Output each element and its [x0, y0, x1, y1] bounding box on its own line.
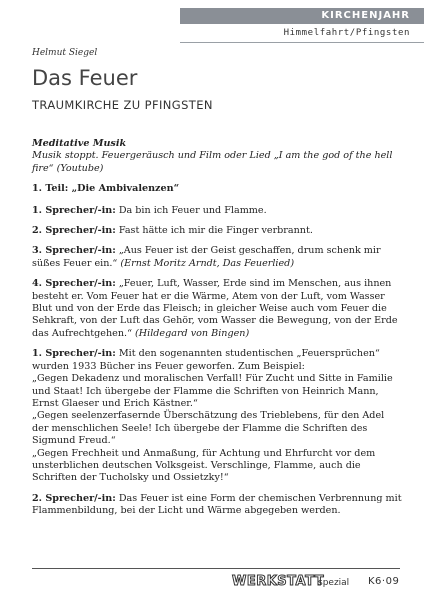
- speaker-label: 2. Sprecher/-in:: [32, 492, 116, 504]
- speaker-source: (Hildegard von Bingen): [135, 327, 250, 339]
- page-footer: [0, 566, 424, 600]
- page-title: Das Feuer: [32, 66, 138, 90]
- speaker-line: [32, 245, 402, 270]
- speaker-text: „Aus Feuer ist der Geist geschaffen, drum schenk mir süßes Feuer ein.“: [32, 245, 381, 269]
- speaker-label: 2. Sprecher/-in:: [32, 225, 116, 237]
- section-label: KIRCHENJAHR: [180, 8, 424, 24]
- publisher-logo: WERKSTATT: [232, 574, 325, 589]
- speaker-label: 1. Sprecher/-in:: [32, 348, 116, 360]
- document-body: [32, 138, 402, 526]
- footer-divider: [32, 568, 400, 569]
- music-heading: Meditative Musik: [32, 138, 127, 149]
- page-subtitle: TRAUMKIRCHE ZU PFINGSTEN: [32, 98, 213, 112]
- speaker-line: [32, 225, 402, 237]
- speaker-text: Fast hätte ich mir die Finger verbrannt.: [115, 225, 313, 237]
- part-heading: 1. Teil: „Die Ambivalenzen“: [32, 183, 180, 195]
- topic-label: Himmelfahrt/Pfingsten: [180, 24, 424, 43]
- header-banner: [180, 8, 424, 44]
- speaker-text: „Feuer, Luft, Wasser, Erde sind im Menschen, aus ihnen besteht er. Vom Feuer hat er die Wärme, Atem von der Luft, vom Wasser Blut und von der Erde das Fleisch; in gleicher Weise auch vom Feuer die Sehkraft, von der Luft das Gehör, vom Wasser die Bewegung, von der Erde das Aufrechtgehen.“: [32, 278, 398, 339]
- speaker-text: Das Feuer ist eine Form der chemischen Verbrennung mit Flammenbildung, bei der Licht und Wärme abgegeben werden.: [32, 492, 402, 517]
- music-block: [32, 138, 402, 175]
- speaker-text: Mit den sogenannten studentischen „Feuersprüchen“ wurden 1933 Bücher ins Feuer geworfen. Zum Beispiel:: [32, 348, 380, 372]
- music-text: Musik stoppt. Feuergeräusch und Film oder Lied „I am the god of the hell fire“ (Youtube): [32, 150, 393, 174]
- speaker-line: [32, 348, 402, 484]
- fire-saying: „Gegen seelenzerfasernde Überschätzung des Trieblebens, für den Adel der menschlichen Seele! Ich übergebe der Flamme die Schriften des Sigmund Freud.“: [32, 410, 385, 447]
- author-name: Helmut Siegel: [32, 48, 98, 58]
- edition-label: spezial: [318, 578, 350, 588]
- speaker-source: (Ernst Moritz Arndt, Das Feuerlied): [120, 257, 295, 269]
- speaker-label: 1. Sprecher/-in:: [32, 204, 116, 216]
- fire-saying: „Gegen Frechheit und Anmaßung, für Achtung und Ehrfurcht vor dem unsterblichen deutschen Volksgeist. Verschlinge, Flamme, auch die Schriften der Tucholsky und Ossietzky!“: [32, 447, 376, 484]
- fire-saying: „Gegen Dekadenz und moralischen Verfall! Für Zucht und Sitte in Familie und Staat! Ich übergebe der Flamme die Schriften von Heinrich Mann, Ernst Glaeser und Erich Kästner.“: [32, 373, 393, 409]
- speaker-line: [32, 278, 402, 340]
- speaker-label: 4. Sprecher/-in:: [32, 278, 116, 290]
- speaker-line: [32, 205, 402, 217]
- speaker-text: Da bin ich Feuer und Flamme.: [115, 204, 267, 216]
- speaker-line: [32, 493, 402, 518]
- speaker-label: 3. Sprecher/-in:: [32, 245, 116, 257]
- page-number: K6·09: [368, 576, 400, 587]
